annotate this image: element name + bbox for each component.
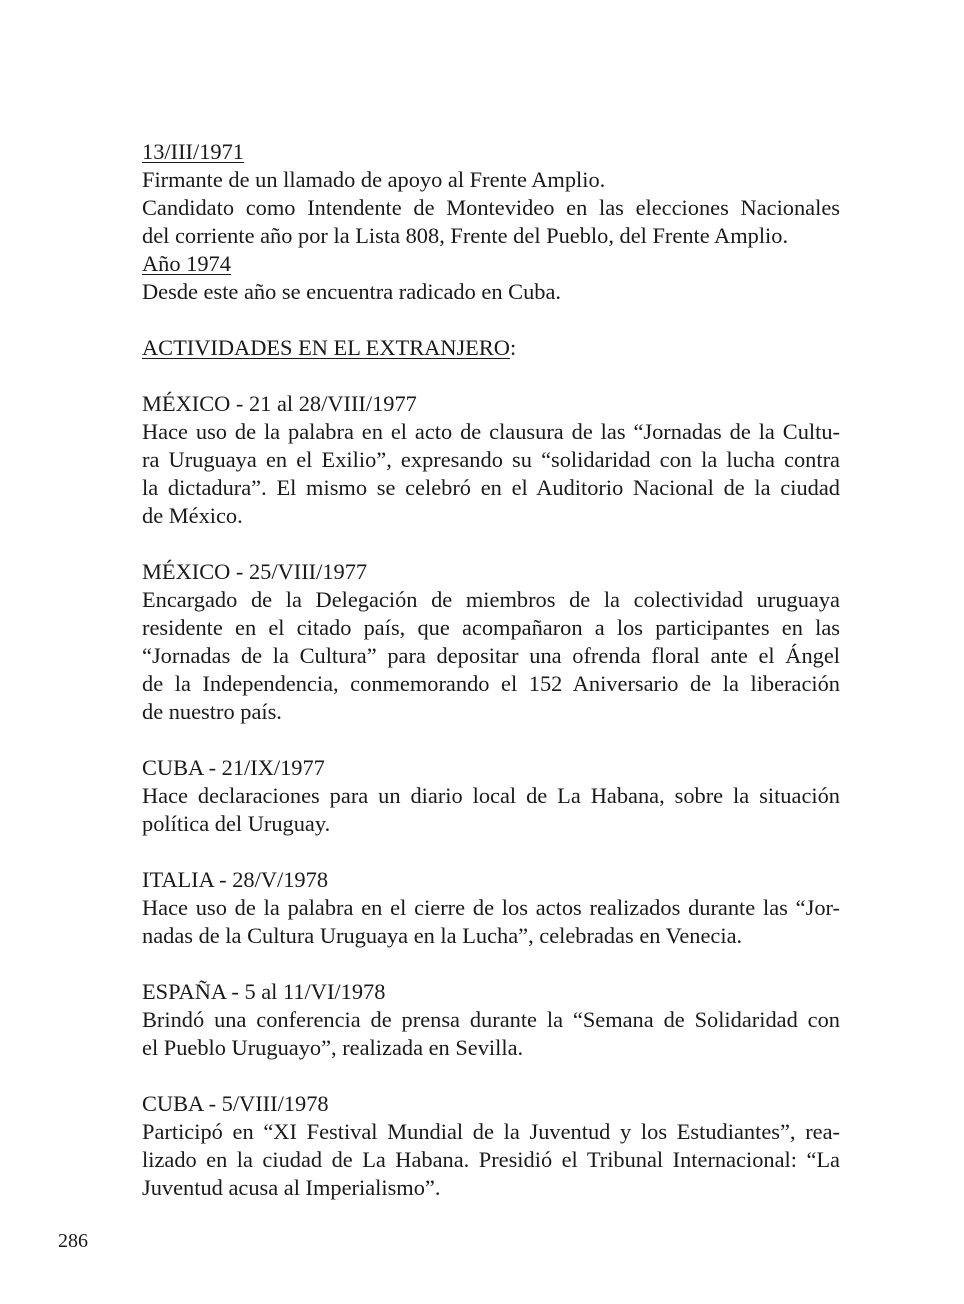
spacer [142,726,840,754]
entry-heading: CUBA - 5/VIII/1978 [142,1091,329,1116]
paragraph-line: Candidato como Intendente de Montevideo en las elecciones Nacionales [142,195,840,220]
spacer [142,838,840,866]
entry-heading: ITALIA - 28/V/1978 [142,867,329,892]
entry-line: de la Independencia, conmemorando el 152 Aniversario de la liberación [142,671,840,696]
entry-line: Brindó una conferencia de prensa durante la “Semana de Solidaridad con [142,1007,840,1032]
entry-line: Encargado de la Delegación de miembros de la colectividad uruguaya [142,587,840,612]
entry-line: el Pueblo Uruguayo”, realizada en Sevilla. [142,1035,524,1060]
date-heading: Año 1974 [142,251,231,276]
paragraph-line: del corriente año por la Lista 808, Frente del Pueblo, del Frente Amplio. [142,223,789,248]
spacer [142,306,840,334]
entry-heading: ESPAÑA - 5 al 11/VI/1978 [142,979,386,1004]
entry-line: residente en el citado país, que acompañaron a los participantes en las [142,615,840,640]
entry-heading: MÉXICO - 21 al 28/VIII/1977 [142,391,417,416]
spacer [142,530,840,558]
spacer [142,362,840,390]
entry-line: de México. [142,503,243,528]
entry-line: política del Uruguay. [142,811,331,836]
spacer [142,950,840,978]
entry-line: de nuestro país. [142,699,282,724]
entry-line: ra Uruguaya en el Exilio”, expresando su “solidaridad con la lucha contra [142,447,840,472]
paragraph-line: Firmante de un llamado de apoyo al Frente Amplio. [142,167,606,192]
page-number: 286 [58,1230,88,1252]
paragraph-line: Desde este año se encuentra radicado en Cuba. [142,279,562,304]
entry-line: la dictadura”. El mismo se celebró en el Auditorio Nacional de la ciudad [142,475,840,500]
entry-heading: CUBA - 21/IX/1977 [142,755,325,780]
section-heading-text: ACTIVIDADES EN EL EXTRANJERO [142,335,510,360]
entry-line: nadas de la Cultura Uruguaya en la Lucha”, celebradas en Venecia. [142,923,743,948]
section-heading-colon: : [509,335,517,360]
entry-line: Hace declaraciones para un diario local de La Habana, sobre la situación [142,783,840,808]
entry-line: “Jornadas de la Cultura” para depositar una ofrenda floral ante el Ángel [142,643,840,668]
entry-heading: MÉXICO - 25/VIII/1977 [142,559,368,584]
spacer [142,1062,840,1090]
section-heading [142,334,840,362]
page-body [142,138,840,1202]
entry-line: Hace uso de la palabra en el acto de clausura de las “Jornadas de la Cultu- [142,419,840,444]
entry-line: Hace uso de la palabra en el cierre de los actos realizados durante las “Jor- [142,895,840,920]
date-heading: 13/III/1971 [142,139,244,164]
entry-line: Juventud acusa al Imperialismo”. [142,1175,441,1200]
entry-line: lizado en la ciudad de La Habana. Presidió el Tribunal Internacional: “La [142,1147,840,1172]
entry-line: Participó en “XI Festival Mundial de la Juventud y los Estudiantes”, rea- [142,1119,840,1144]
